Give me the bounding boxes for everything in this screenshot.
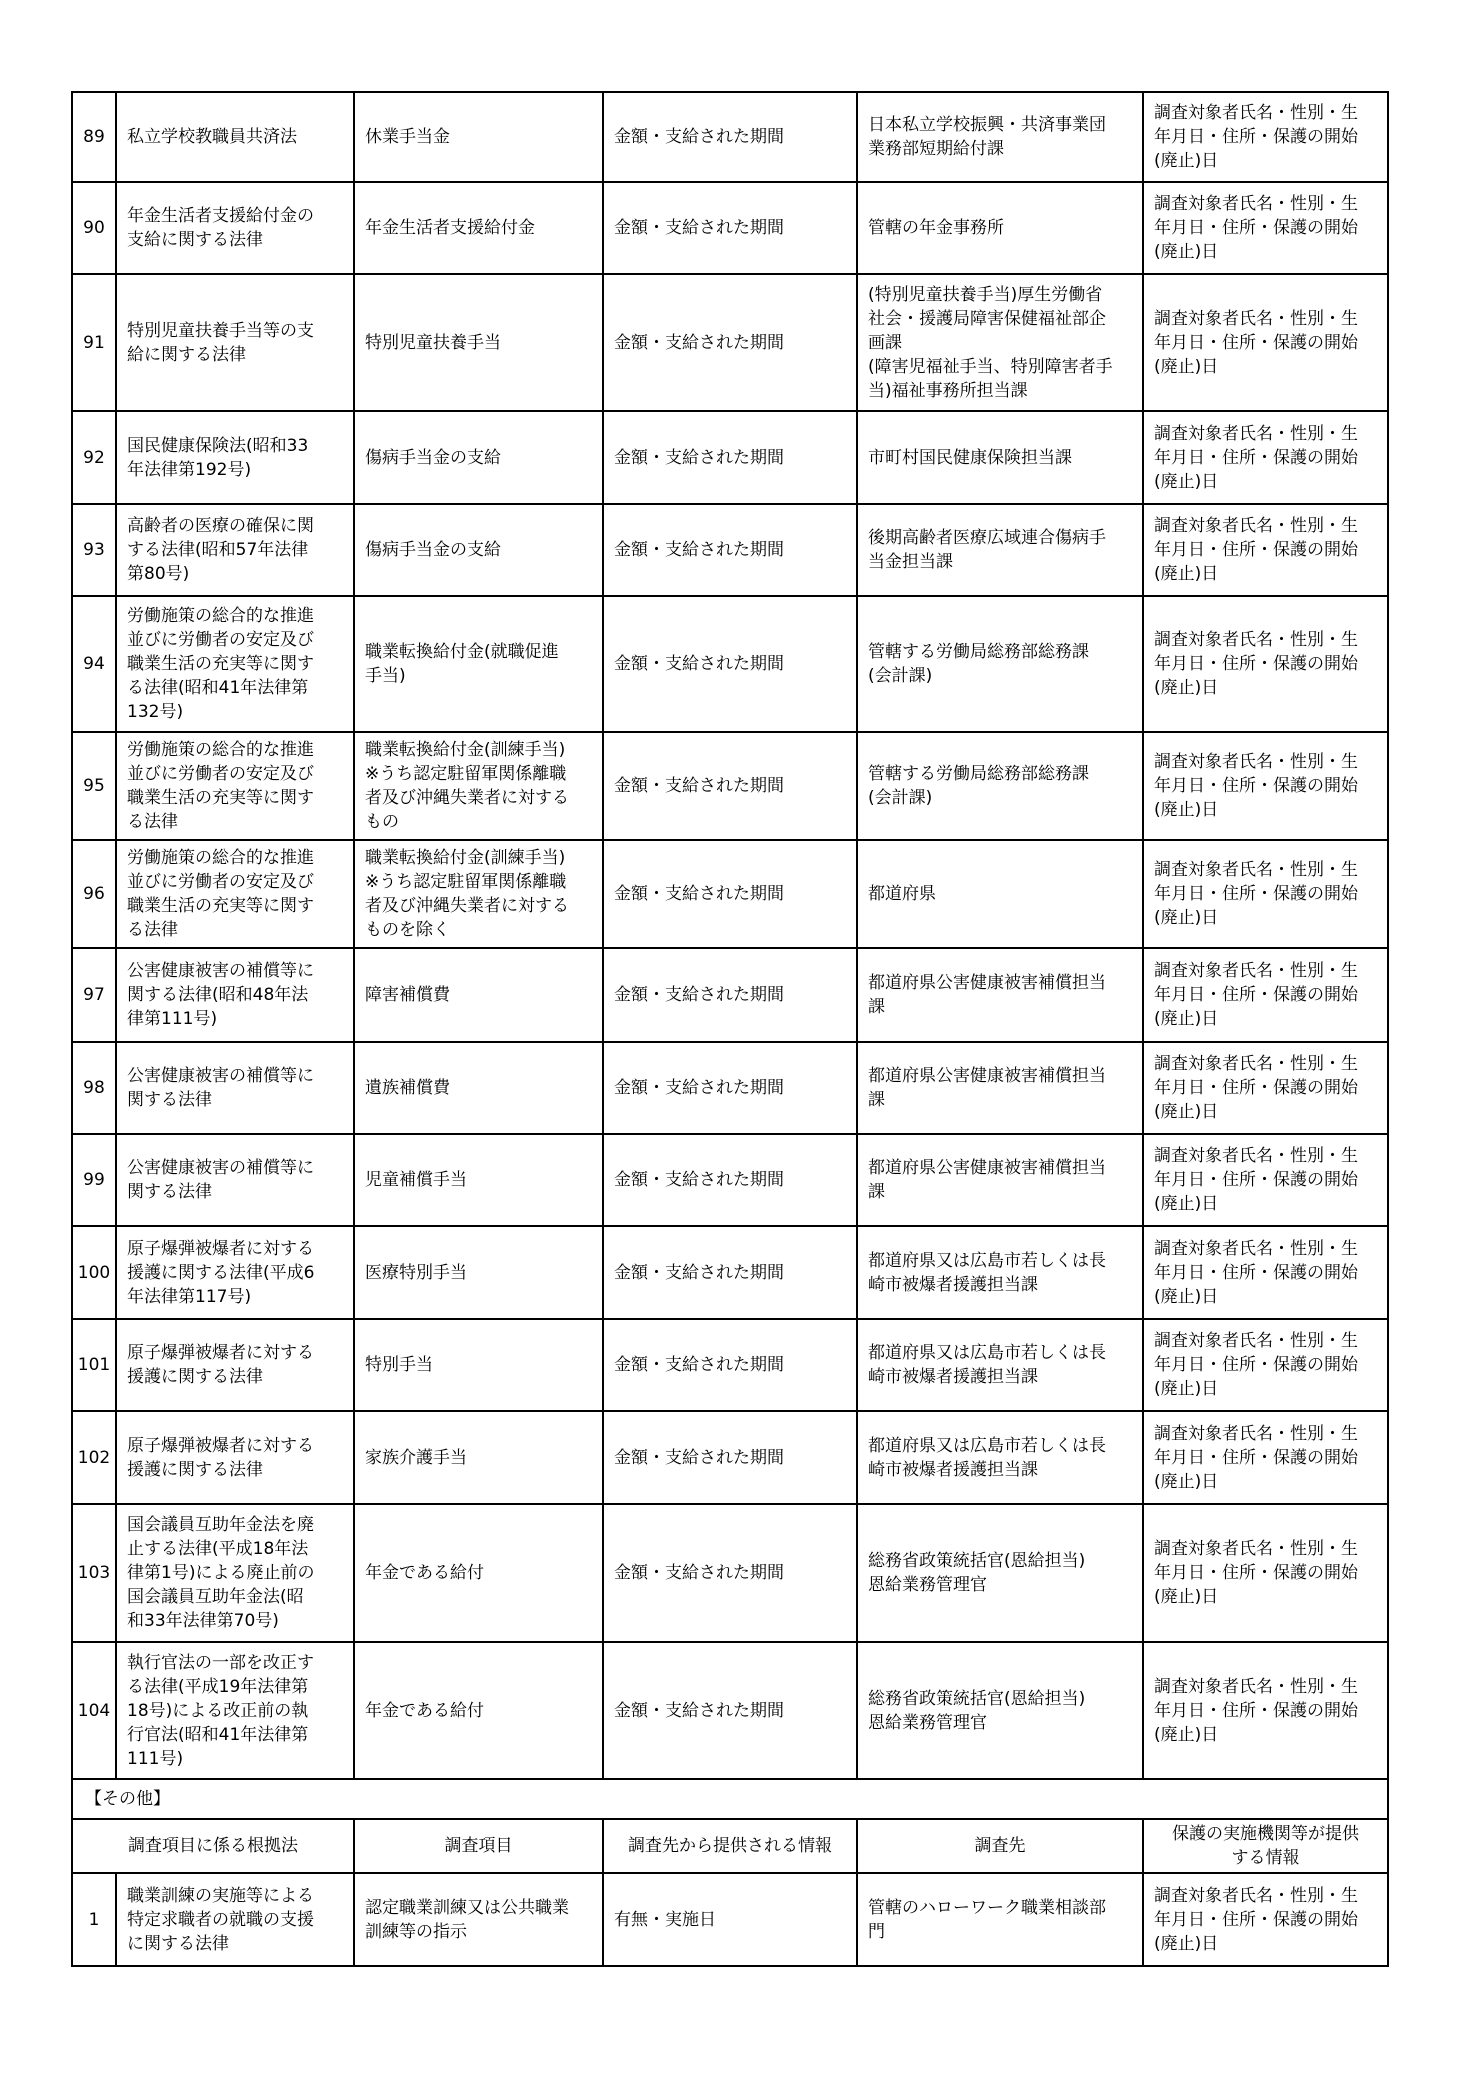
cell-law: 私立学校教職員共済法: [116, 92, 354, 182]
cell-dest: (特別児童扶養手当)厚生労働省 社会・援護局障害保健福祉部企 画課 (障害児福祉手当、特別障害者手 当)福祉事務所担当課: [857, 274, 1143, 411]
cell-provided: 調査対象者氏名・性別・生 年月日・住所・保護の開始 (廃止)日: [1143, 948, 1388, 1042]
table-row: [72, 840, 1388, 948]
cell-dest: 都道府県公害健康被害補償担当 課: [857, 1134, 1143, 1226]
table-row: [72, 1134, 1388, 1226]
header-provided: 保護の実施機関等が提供 する情報: [1143, 1819, 1388, 1873]
cell-dest: 管轄の年金事務所: [857, 182, 1143, 274]
cell-dest: 都道府県公害健康被害補償担当 課: [857, 948, 1143, 1042]
cell-item: 認定職業訓練又は公共職業 訓練等の指示: [354, 1873, 603, 1966]
table-row: [72, 92, 1388, 182]
cell-no: 104: [72, 1642, 116, 1779]
cell-info: 金額・支給された期間: [603, 1226, 857, 1319]
cell-info: 金額・支給された期間: [603, 411, 857, 504]
cell-dest: 後期高齢者医療広域連合傷病手 当金担当課: [857, 504, 1143, 596]
cell-dest: 都道府県又は広島市若しくは長 崎市被爆者援護担当課: [857, 1226, 1143, 1319]
cell-info: 金額・支給された期間: [603, 1319, 857, 1411]
cell-no: 93: [72, 504, 116, 596]
cell-law: 公害健康被害の補償等に 関する法律(昭和48年法 律第111号): [116, 948, 354, 1042]
cell-law: 執行官法の一部を改正す る法律(平成19年法律第 18号)による改正前の執 行官法(昭和41年法律第 111号): [116, 1642, 354, 1779]
cell-provided: 調査対象者氏名・性別・生 年月日・住所・保護の開始 (廃止)日: [1143, 274, 1388, 411]
cell-item: 傷病手当金の支給: [354, 411, 603, 504]
cell-provided: 調査対象者氏名・性別・生 年月日・住所・保護の開始 (廃止)日: [1143, 1226, 1388, 1319]
cell-dest: 総務省政策統括官(恩給担当) 恩給業務管理官: [857, 1504, 1143, 1642]
cell-info: 有無・実施日: [603, 1873, 857, 1966]
header-law: 調査項目に係る根拠法: [72, 1819, 354, 1873]
section-title: 【その他】: [72, 1779, 1388, 1819]
cell-no: 99: [72, 1134, 116, 1226]
cell-info: 金額・支給された期間: [603, 732, 857, 840]
header-item: 調査項目: [354, 1819, 603, 1873]
cell-dest: 総務省政策統括官(恩給担当) 恩給業務管理官: [857, 1642, 1143, 1779]
cell-law: 職業訓練の実施等による 特定求職者の就職の支援 に関する法律: [116, 1873, 354, 1966]
cell-law: 原子爆弾被爆者に対する 援護に関する法律: [116, 1411, 354, 1504]
section-title-row: [72, 1779, 1388, 1819]
cell-no: 101: [72, 1319, 116, 1411]
cell-no: 91: [72, 274, 116, 411]
cell-dest: 都道府県又は広島市若しくは長 崎市被爆者援護担当課: [857, 1411, 1143, 1504]
cell-provided: 調査対象者氏名・性別・生 年月日・住所・保護の開始 (廃止)日: [1143, 92, 1388, 182]
other-table-body: [72, 1873, 1388, 1966]
table-row: [72, 1642, 1388, 1779]
cell-no: 92: [72, 411, 116, 504]
cell-no: 102: [72, 1411, 116, 1504]
other-section: [72, 1779, 1388, 1873]
table-row: [72, 1226, 1388, 1319]
cell-law: 年金生活者支援給付金の 支給に関する法律: [116, 182, 354, 274]
cell-no: 96: [72, 840, 116, 948]
table-row: [72, 596, 1388, 732]
table-row: [72, 1411, 1388, 1504]
cell-item: 休業手当金: [354, 92, 603, 182]
cell-info: 金額・支給された期間: [603, 1411, 857, 1504]
cell-provided: 調査対象者氏名・性別・生 年月日・住所・保護の開始 (廃止)日: [1143, 504, 1388, 596]
cell-provided: 調査対象者氏名・性別・生 年月日・住所・保護の開始 (廃止)日: [1143, 596, 1388, 732]
cell-no: 97: [72, 948, 116, 1042]
cell-law: 原子爆弾被爆者に対する 援護に関する法律(平成6 年法律第117号): [116, 1226, 354, 1319]
cell-law: 労働施策の総合的な推進 並びに労働者の安定及び 職業生活の充実等に関す る法律: [116, 840, 354, 948]
cell-provided: 調査対象者氏名・性別・生 年月日・住所・保護の開始 (廃止)日: [1143, 1042, 1388, 1134]
cell-item: 児童補償手当: [354, 1134, 603, 1226]
table-row: [72, 182, 1388, 274]
cell-dest: 市町村国民健康保険担当課: [857, 411, 1143, 504]
cell-no: 1: [72, 1873, 116, 1966]
cell-law: 国会議員互助年金法を廃 止する法律(平成18年法 律第1号)による廃止前の 国会議員互助年金法(昭 和33年法律第70号): [116, 1504, 354, 1642]
cell-item: 障害補償費: [354, 948, 603, 1042]
header-info: 調査先から提供される情報: [603, 1819, 857, 1873]
table-row: [72, 504, 1388, 596]
table-row: [72, 274, 1388, 411]
cell-provided: 調査対象者氏名・性別・生 年月日・住所・保護の開始 (廃止)日: [1143, 1873, 1388, 1966]
table-row: [72, 1319, 1388, 1411]
cell-info: 金額・支給された期間: [603, 274, 857, 411]
cell-item: 職業転換給付金(就職促進 手当): [354, 596, 603, 732]
cell-dest: 管轄する労働局総務部総務課 (会計課): [857, 596, 1143, 732]
cell-item: 特別児童扶養手当: [354, 274, 603, 411]
cell-provided: 調査対象者氏名・性別・生 年月日・住所・保護の開始 (廃止)日: [1143, 1319, 1388, 1411]
table-row: [72, 411, 1388, 504]
cell-no: 103: [72, 1504, 116, 1642]
cell-item: 傷病手当金の支給: [354, 504, 603, 596]
cell-dest: 都道府県: [857, 840, 1143, 948]
cell-dest: 都道府県公害健康被害補償担当 課: [857, 1042, 1143, 1134]
cell-provided: 調査対象者氏名・性別・生 年月日・住所・保護の開始 (廃止)日: [1143, 1642, 1388, 1779]
cell-item: 家族介護手当: [354, 1411, 603, 1504]
cell-provided: 調査対象者氏名・性別・生 年月日・住所・保護の開始 (廃止)日: [1143, 1504, 1388, 1642]
table-row: [72, 1042, 1388, 1134]
cell-provided: 調査対象者氏名・性別・生 年月日・住所・保護の開始 (廃止)日: [1143, 411, 1388, 504]
table-row: [72, 948, 1388, 1042]
cell-provided: 調査対象者氏名・性別・生 年月日・住所・保護の開始 (廃止)日: [1143, 1411, 1388, 1504]
cell-info: 金額・支給された期間: [603, 948, 857, 1042]
cell-info: 金額・支給された期間: [603, 92, 857, 182]
table-row: [72, 1873, 1388, 1966]
cell-no: 90: [72, 182, 116, 274]
cell-law: 公害健康被害の補償等に 関する法律: [116, 1134, 354, 1226]
cell-dest: 管轄のハローワーク職業相談部 門: [857, 1873, 1143, 1966]
cell-no: 94: [72, 596, 116, 732]
cell-info: 金額・支給された期間: [603, 1504, 857, 1642]
cell-item: 年金である給付: [354, 1504, 603, 1642]
cell-dest: 管轄する労働局総務部総務課 (会計課): [857, 732, 1143, 840]
cell-no: 100: [72, 1226, 116, 1319]
cell-law: 労働施策の総合的な推進 並びに労働者の安定及び 職業生活の充実等に関す る法律: [116, 732, 354, 840]
cell-item: 特別手当: [354, 1319, 603, 1411]
table-row: [72, 732, 1388, 840]
cell-item: 医療特別手当: [354, 1226, 603, 1319]
main-table-body: [72, 92, 1388, 1779]
cell-dest: 日本私立学校振興・共済事業団 業務部短期給付課: [857, 92, 1143, 182]
cell-item: 年金である給付: [354, 1642, 603, 1779]
survey-table: [71, 91, 1389, 1967]
cell-info: 金額・支給された期間: [603, 1134, 857, 1226]
cell-provided: 調査対象者氏名・性別・生 年月日・住所・保護の開始 (廃止)日: [1143, 1134, 1388, 1226]
cell-no: 95: [72, 732, 116, 840]
cell-info: 金額・支給された期間: [603, 504, 857, 596]
cell-item: 年金生活者支援給付金: [354, 182, 603, 274]
cell-provided: 調査対象者氏名・性別・生 年月日・住所・保護の開始 (廃止)日: [1143, 732, 1388, 840]
cell-info: 金額・支給された期間: [603, 596, 857, 732]
cell-law: 国民健康保険法(昭和33 年法律第192号): [116, 411, 354, 504]
cell-item: 職業転換給付金(訓練手当) ※うち認定駐留軍関係離職 者及び沖縄失業者に対する ものを除く: [354, 840, 603, 948]
cell-item: 職業転換給付金(訓練手当) ※うち認定駐留軍関係離職 者及び沖縄失業者に対する もの: [354, 732, 603, 840]
header-row: [72, 1819, 1388, 1873]
cell-law: 原子爆弾被爆者に対する 援護に関する法律: [116, 1319, 354, 1411]
cell-info: 金額・支給された期間: [603, 182, 857, 274]
table-row: [72, 1504, 1388, 1642]
cell-law: 高齢者の医療の確保に関 する法律(昭和57年法律 第80号): [116, 504, 354, 596]
cell-item: 遺族補償費: [354, 1042, 603, 1134]
cell-info: 金額・支給された期間: [603, 840, 857, 948]
cell-info: 金額・支給された期間: [603, 1642, 857, 1779]
cell-info: 金額・支給された期間: [603, 1042, 857, 1134]
cell-law: 特別児童扶養手当等の支 給に関する法律: [116, 274, 354, 411]
cell-no: 98: [72, 1042, 116, 1134]
cell-dest: 都道府県又は広島市若しくは長 崎市被爆者援護担当課: [857, 1319, 1143, 1411]
cell-law: 労働施策の総合的な推進 並びに労働者の安定及び 職業生活の充実等に関す る法律(昭和41年法律第 132号): [116, 596, 354, 732]
cell-law: 公害健康被害の補償等に 関する法律: [116, 1042, 354, 1134]
cell-provided: 調査対象者氏名・性別・生 年月日・住所・保護の開始 (廃止)日: [1143, 840, 1388, 948]
cell-no: 89: [72, 92, 116, 182]
header-dest: 調査先: [857, 1819, 1143, 1873]
cell-provided: 調査対象者氏名・性別・生 年月日・住所・保護の開始 (廃止)日: [1143, 182, 1388, 274]
